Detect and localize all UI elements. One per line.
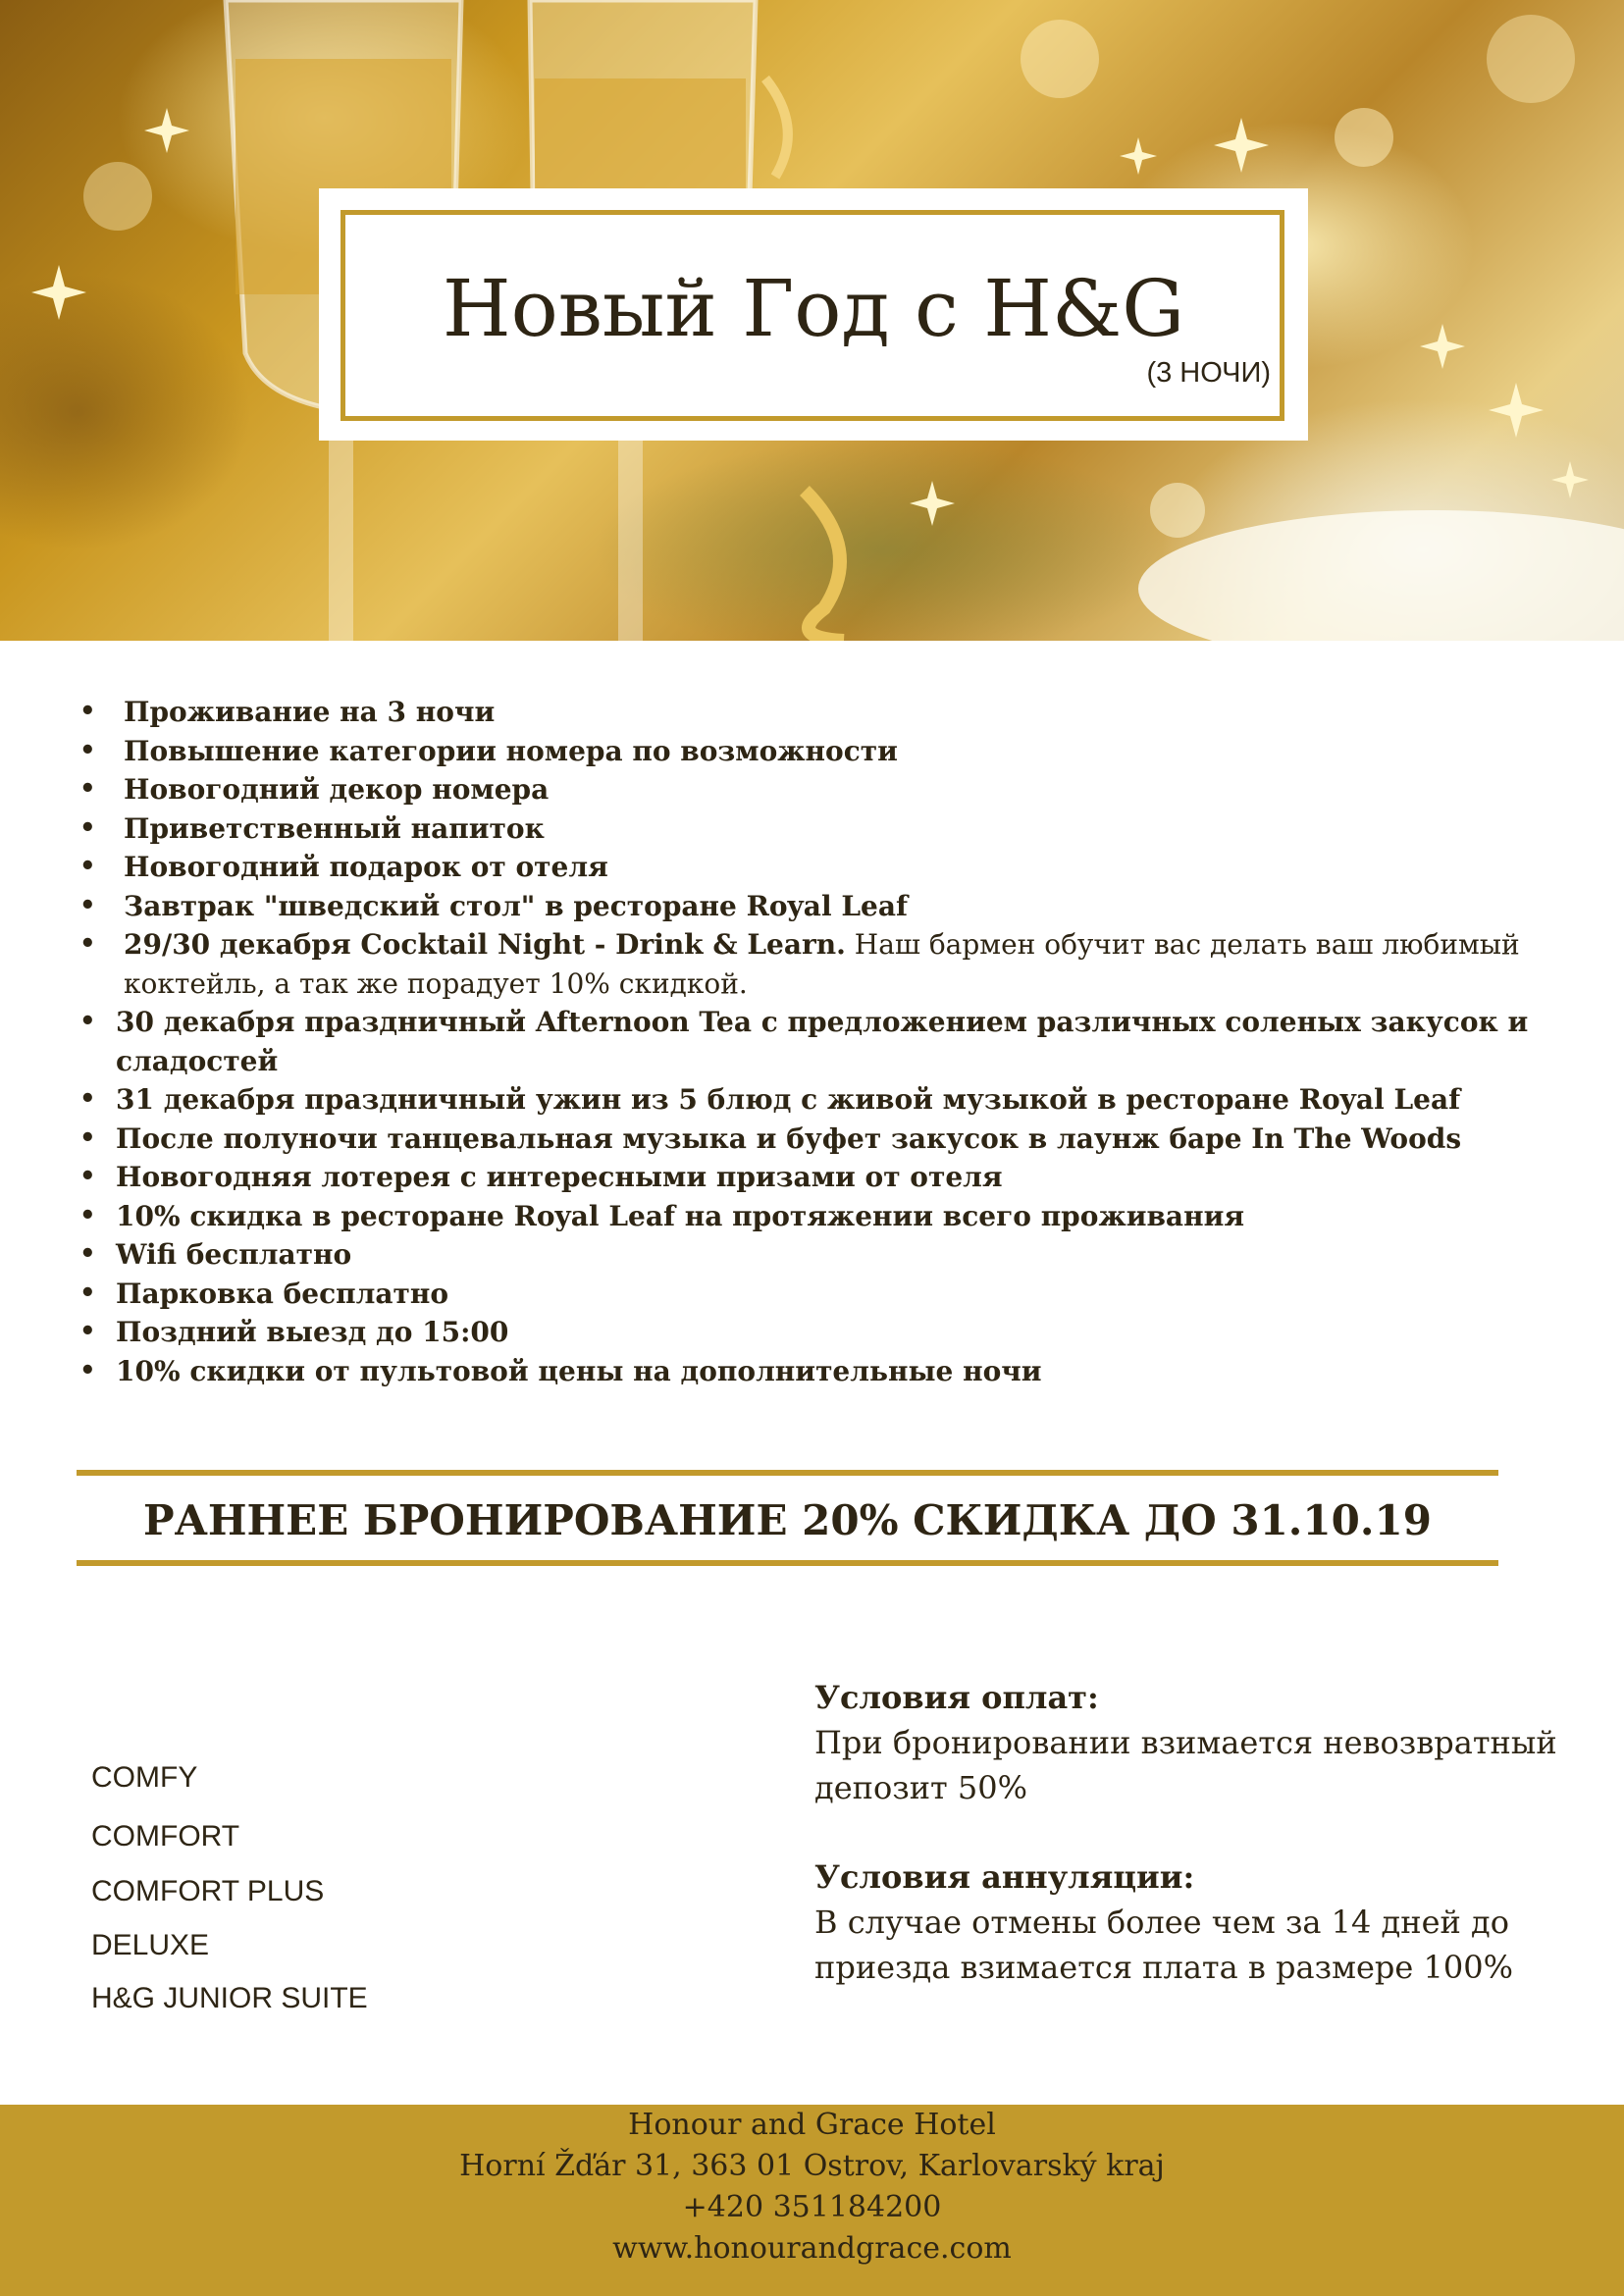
- bullet-icon: •: [79, 1355, 96, 1385]
- cancellation-conditions-text: В случае отмены более чем за 14 дней до приезда взимается плата в размере 100%: [814, 1904, 1513, 1986]
- bullet-icon: •: [79, 812, 96, 843]
- bullet-icon: •: [79, 1007, 96, 1036]
- bullet-icon: •: [79, 1239, 96, 1269]
- bullet-icon: •: [79, 852, 96, 881]
- payment-conditions-text: При бронировании взимается невозвратный депозит 50%: [814, 1724, 1557, 1806]
- list-item: • 30 декабря праздничный Afternoon Tea с предложением различных соленых закусок и сладостей: [0, 1003, 1624, 1080]
- cancellation-conditions-title: Условия аннуляции:: [814, 1858, 1195, 1896]
- list-item: • Поздний выезд до 15:00: [0, 1313, 1624, 1352]
- list-item: • Повышение категории номера по возможности: [0, 732, 1624, 771]
- footer-hotel-name: Honour and Grace Hotel: [628, 2108, 996, 2142]
- cancellation-conditions: [814, 1854, 1560, 1990]
- bullet-icon: •: [79, 697, 96, 726]
- bullet-icon: •: [79, 1317, 96, 1346]
- list-item: • 31 декабря праздничный ужин из 5 блюд с живой музыкой в ресторане Royal Leaf: [0, 1080, 1624, 1120]
- bullet-icon: •: [79, 929, 96, 959]
- list-item: • 29/30 декабря Cocktail Night - Drink & Learn. Наш бармен обучит вас делать ваш любимый коктейль, а так же порадует 10% скидкой.: [0, 925, 1624, 1003]
- footer: [0, 2105, 1624, 2296]
- list-item: • 10% скидка в ресторане Royal Leaf на протяжении всего проживания: [0, 1197, 1624, 1236]
- list-item: • После полуночи танцевальная музыка и буфет закусок в лаунж баре In The Woods: [0, 1120, 1624, 1159]
- room-name: H&G JUNIOR SUITE: [91, 1982, 368, 2014]
- bullet-icon: •: [79, 1122, 96, 1153]
- payment-conditions-title: Условия оплат:: [814, 1679, 1099, 1716]
- bullet-icon: •: [79, 1278, 96, 1308]
- footer-website[interactable]: www.honourandgrace.com: [612, 2231, 1012, 2266]
- list-item: • Проживание на 3 ночи: [0, 693, 1624, 732]
- room-name: COMFY: [91, 1761, 198, 1794]
- bullet-icon: •: [79, 1084, 96, 1114]
- list-item: • 10% скидки от пультовой цены на дополнительные ночи: [0, 1352, 1624, 1391]
- price-table: [0, 0, 785, 2159]
- room-name: DELUXE: [91, 1929, 210, 1961]
- room-name: COMFORT PLUS: [91, 1875, 325, 1907]
- list-item: • Новогодний декор номера: [0, 770, 1624, 809]
- list-item: • Парковка бесплатно: [0, 1275, 1624, 1314]
- page-subtitle: (3 НОЧИ): [1146, 357, 1271, 389]
- list-item: • Wifi бесплатно: [0, 1235, 1624, 1275]
- bullet-icon: •: [79, 890, 96, 920]
- bullet-icon: •: [79, 1162, 96, 1191]
- list-item: • Приветственный напиток: [0, 809, 1624, 849]
- list-item: • Новогодняя лотерея с интересными призами от отеля: [0, 1158, 1624, 1197]
- payment-conditions: [814, 1675, 1560, 1810]
- list-item: • Новогодний подарок от отеля: [0, 848, 1624, 887]
- bullet-icon: •: [79, 735, 96, 765]
- promo-title: РАННЕЕ БРОНИРОВАНИЕ 20% СКИДКА ДО 31.10.19: [143, 1496, 1432, 1544]
- bullet-icon: •: [79, 1200, 96, 1230]
- list-item: • Завтрак "шведский стол" в ресторане Royal Leaf: [0, 887, 1624, 926]
- page-title: Новый Год с H&G: [442, 263, 1185, 354]
- footer-address: Horní Žďár 31, 363 01 Ostrov, Karlovarský kraj: [459, 2149, 1165, 2183]
- bullet-icon: •: [79, 774, 96, 804]
- footer-phone: +420 351184200: [682, 2190, 942, 2224]
- room-name: COMFORT: [91, 1820, 240, 1852]
